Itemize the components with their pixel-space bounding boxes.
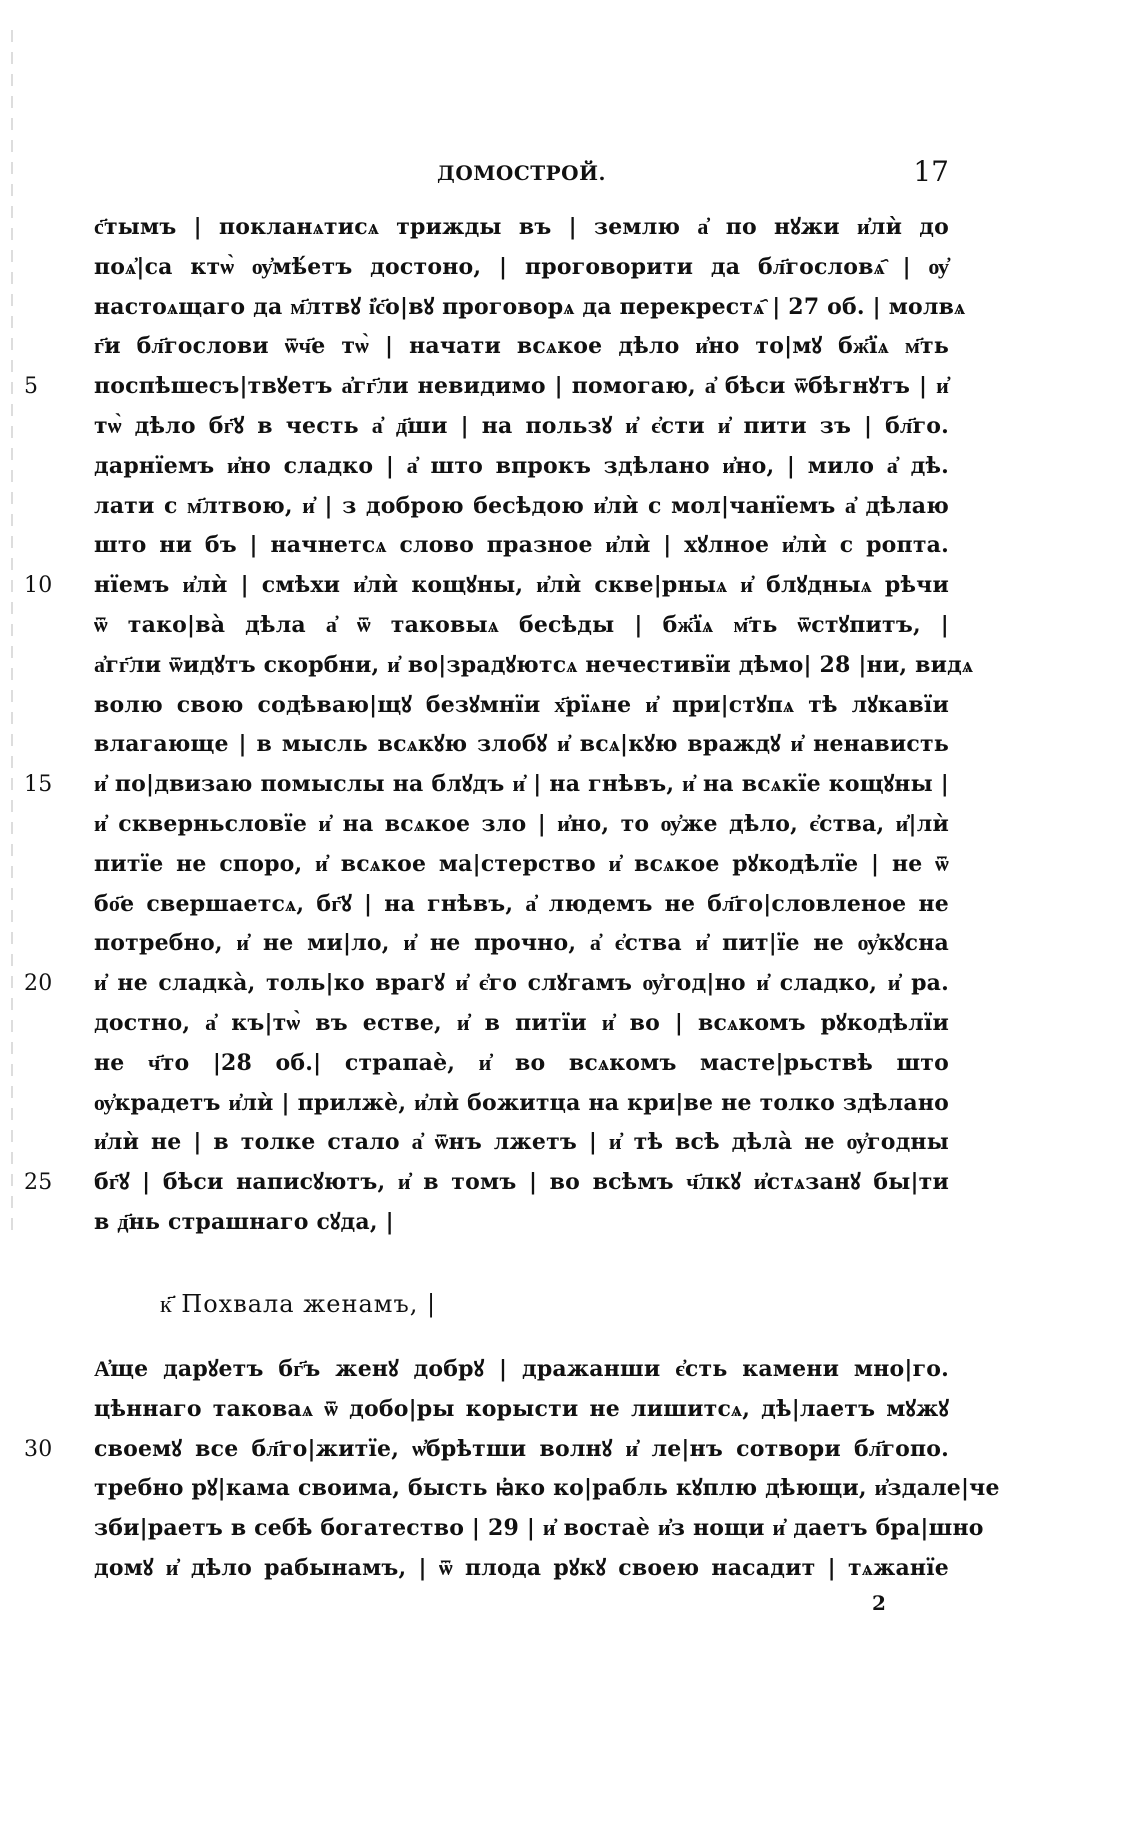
line-text: требно рꙋ|кама своима, бысть ꙗ҆ко ко|рабль кꙋплю дѣющи, и҆здале|че [94,1475,1000,1502]
text-line [94,1004,949,1044]
text-line [24,964,949,1004]
line-text: тѡ̀ дѣло бг҃ꙋ в честь а҆ д҃ши | на пользꙋ и҆ є҆сти и҆ пити зъ | бл҃го. [94,412,949,439]
signature-mark: 2 [872,1591,886,1615]
main-text-block [24,208,974,1243]
line-text: с҃тымъ | покланѧтисѧ трижды въ | землю а҆ по нꙋжи и҆лѝ до [94,214,949,240]
line-text: ѿ тако|ва̀ дѣла а҆ ѿ таковыѧ бесѣды | бж҃їѧ м҃ть ѿстꙋпитъ, | [94,611,949,638]
line-number: 30 [24,1436,53,1462]
line-text: потребно, и҆ не ми|ло, и҆ не прочно, а҆ є҆ства и҆ пит|їе не ѹ҆кꙋсна [94,930,949,957]
line-text: и҆ не сладка̀, толь|ко врагꙋ и҆ є҆го слꙋгамъ ѹ҆год|но и҆ сладко, и҆ ра. [94,970,949,997]
line-text: влагающе | в мысль всѧкꙋю злобꙋ и҆ всѧ|кꙋю враждꙋ и҆ ненависть [94,731,949,758]
text-line [94,327,949,367]
text-line [24,367,949,407]
text-line [94,924,949,964]
text-line [94,1390,949,1430]
line-text: бг҃ꙋ | бѣси написꙋютъ, и҆ в томъ | во всѣмъ ч҃лкꙋ и҆стѧзанꙋ бы|ти [94,1169,949,1196]
text-line [24,566,949,606]
line-text: нїемъ и҆лѝ | смѣхи и҆лѝ кощꙋны, и҆лѝ скве|рныѧ и҆ блꙋдныѧ рѣчи [94,572,949,599]
line-text: достно, а҆ къ|тѡ̀ въ естве, и҆ в питїи и҆ во | всѧкомъ рꙋкодѣлїи [94,1009,949,1036]
line-text: питїе не споро, и҆ всѧкое ма|стерство и҆ всѧкое рꙋкодѣлїе | не ѿ [94,850,949,877]
line-number: 10 [24,573,53,599]
text-line [94,805,949,845]
line-text: и҆ по|двизаю помыслы на блꙋдъ и҆ | на гнѣвъ, и҆ на всѧкїе кощꙋны | [94,771,949,798]
line-text: своемꙋ все бл҃го|житїе, ѡ҆брѣтши волнꙋ и҆ ле|нъ сотвори бл҃гопо. [94,1435,949,1462]
text-line [24,1430,949,1470]
text-line [94,1203,949,1243]
text-line [94,248,949,288]
text-line [94,1350,949,1390]
section-text-block [24,1350,1000,1589]
text-line [94,885,949,925]
line-number: 5 [24,374,39,400]
line-text: зби|раетъ в себѣ богатество | 29 | и҆ востаѐ и҆з нощи и҆ даетъ бра|шно [94,1515,984,1542]
line-text: домꙋ и҆ дѣло рабынамъ, | ѿ плода рꙋкꙋ своею насадит | тѧжанїе [94,1554,949,1581]
text-line [94,606,949,646]
page-number: 17 [913,155,949,188]
line-number: 20 [24,971,53,997]
line-text: и҆ скверньсловїе и҆ на всѧкое зло | и҆но, то ѹ҆же дѣло, є҆ства, и҆|лѝ [94,810,949,837]
text-line [94,1509,984,1549]
text-line [94,845,949,885]
line-text: не ч҃то |28 об.| страпаѐ, и҆ во всѧкомъ масте|рьствѣ што [94,1049,949,1076]
line-text: дарнїемъ и҆но сладко | а҆ што впрокъ здѣлано и҆но, | мило а҆ дѣ. [94,452,949,479]
text-line [94,526,949,566]
text-line [94,646,974,686]
text-line [94,1084,949,1124]
text-line [94,208,949,248]
text-line [94,725,949,765]
text-line [24,1163,949,1203]
running-title: ДОМОСТРОЙ. [437,161,606,185]
line-text: бо҃е свершаетсѧ, бг҃ꙋ | на гнѣвъ, а҆ людемъ не бл҃го|словленое не [94,890,949,917]
text-line [94,288,966,328]
line-text: ѹ҆крадетъ и҆лѝ | прилжѐ, и҆лѝ божитца на кри|ве не толко здѣлано [94,1089,949,1116]
text-line [94,1549,949,1589]
line-text: цѣннаго таковаѧ ѿ добо|ры корысти не лишитсѧ, дѣ|лаетъ мꙋжꙋ [94,1395,949,1422]
margin-rule [11,30,13,1230]
line-text: а҆гг҃ли ѿидꙋтъ скорбни, и҆ во|зрадꙋютсѧ нечестивїи дѣмо| 28 |ни, видѧ [94,651,974,678]
text-line [94,1044,949,1084]
section-heading: к҃ Похвала женамъ, | [160,1290,437,1318]
line-text: А҆ще дарꙋетъ бг҃ъ женꙋ добрꙋ | дражанши є҆сть камени мно|го. [94,1356,949,1382]
line-text: и҆лѝ не | в толке стало а҆ ѿнъ лжетъ | и҆ тѣ всѣ дѣла̀ не ѹ҆годны [94,1129,949,1156]
text-line [24,765,949,805]
line-number: 15 [24,772,53,798]
line-text: в д҃нь страшнаго сꙋда, | [94,1208,394,1235]
text-line [94,1123,949,1163]
line-text: г҃и бл҃гослови ѿч҃е тѡ̀ | начати всѧкое дѣло и҆но то|мꙋ бж҃їѧ м҃ть [94,333,949,360]
text-line [94,447,949,487]
line-text: волю свою содѣваю|щꙋ безꙋмнїи х҃рїѧне и҆ при|стꙋпѧ тѣ лꙋкавїи [94,691,949,718]
text-line [94,487,949,527]
text-line [94,407,949,447]
line-text: настоѧщаго да м҃лтвꙋ і҆с҃о|вꙋ проговорѧ да перекрестѧ҄ | 27 об. | молвѧ [94,293,966,320]
line-text: поѧ҆|са ктѡ̀ ѹ҆мѣ́етъ достоно, | проговорити да бл҃гословѧ҄ | ѹ҆ [94,253,949,280]
line-number: 25 [24,1170,53,1196]
line-text: поспѣшесъ|твꙋетъ а҆гг҃ли невидимо | помогаю, а҆ бѣси ѿбѣгнꙋтъ | и҆ [94,373,949,400]
text-line [94,1469,1000,1509]
line-text: лати с м҃лтвою, и҆ | з доброю бесѣдою и҆лѝ с мол|чанїемъ а҆ дѣлаю [94,492,949,519]
page-header [94,155,949,195]
text-line [94,686,949,726]
line-text: што ни бъ | начнетсѧ слово празное и҆лѝ | хꙋлное и҆лѝ с ропта. [94,532,949,559]
